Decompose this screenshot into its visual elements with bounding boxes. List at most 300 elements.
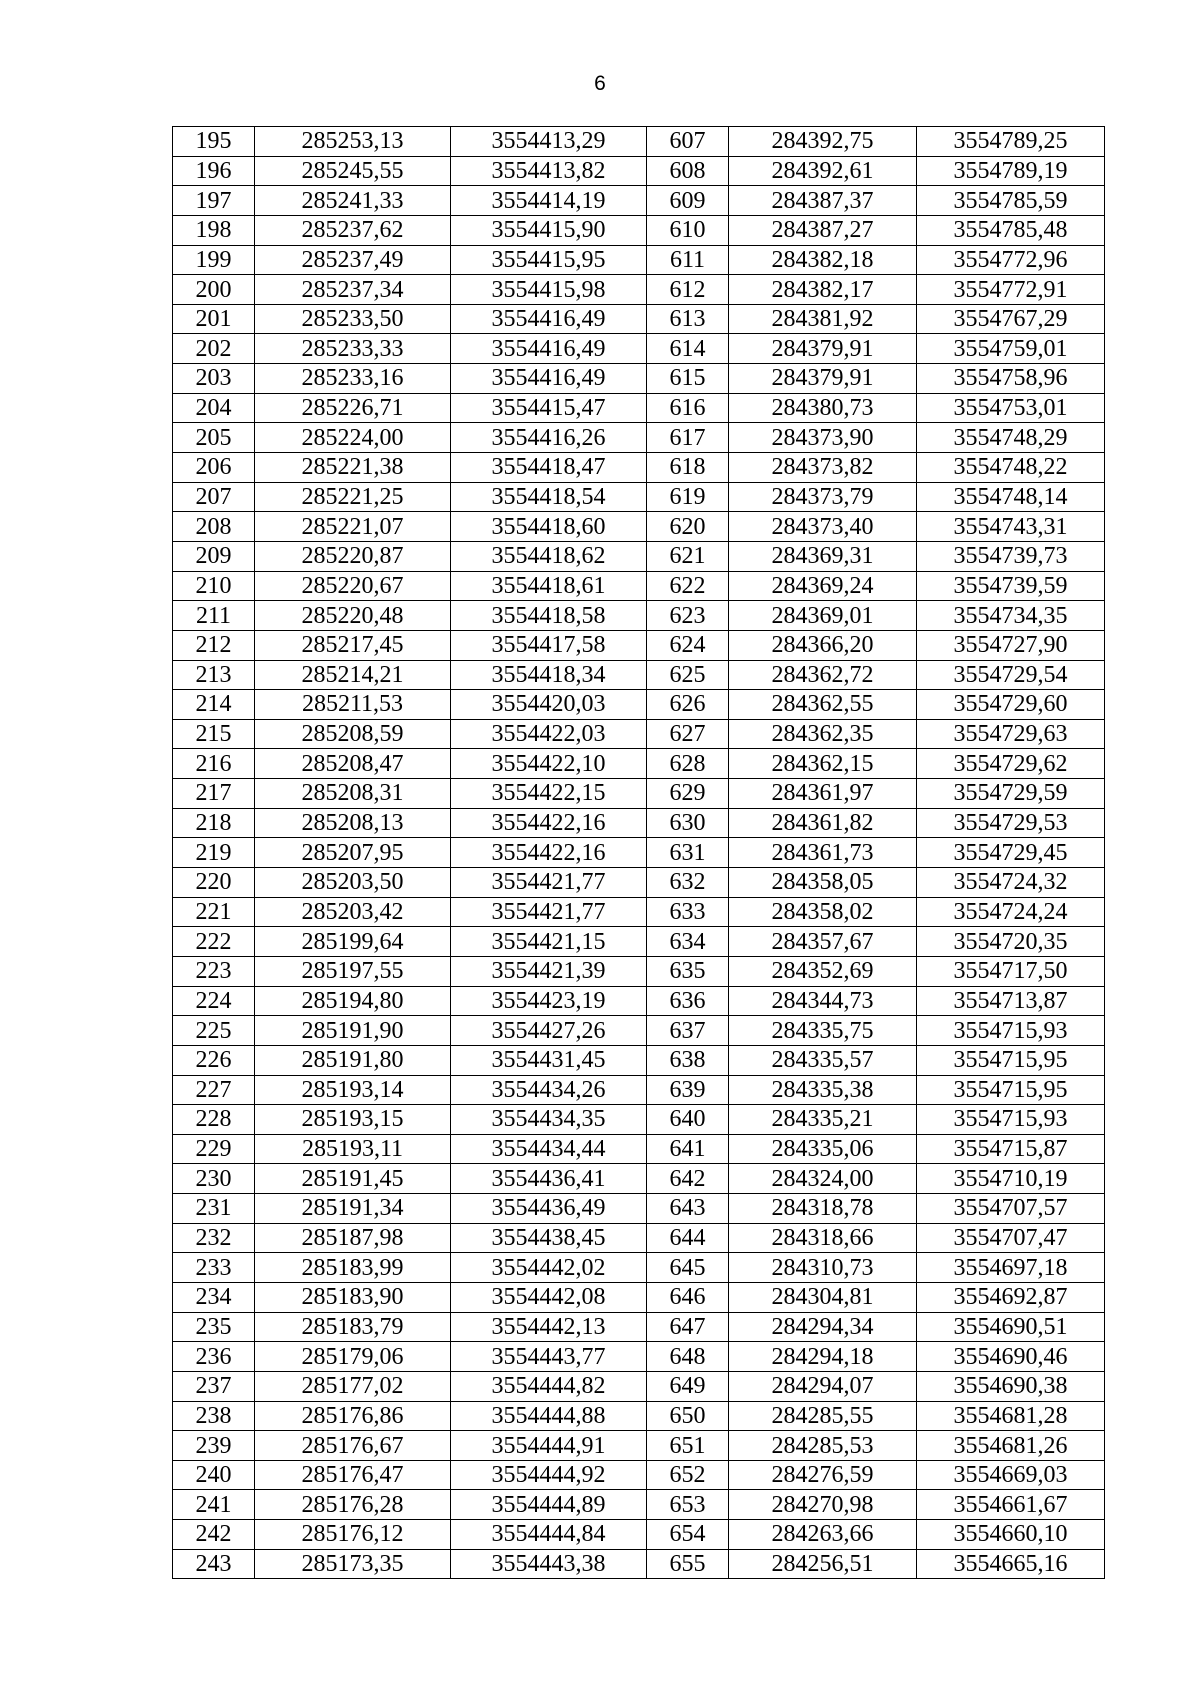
y-coordinate-left-cell: 3554444,92 [451, 1460, 647, 1490]
x-coordinate-left-cell: 285237,49 [255, 245, 451, 275]
y-coordinate-right-cell: 3554660,10 [917, 1520, 1105, 1550]
x-coordinate-left-cell: 285208,47 [255, 749, 451, 779]
point-number-right-cell: 638 [647, 1045, 729, 1075]
point-number-right-cell: 616 [647, 393, 729, 423]
point-number-right-cell: 621 [647, 541, 729, 571]
x-coordinate-left-cell: 285193,15 [255, 1105, 451, 1135]
x-coordinate-left-cell: 285203,42 [255, 897, 451, 927]
x-coordinate-left-cell: 285176,28 [255, 1490, 451, 1520]
y-coordinate-left-cell: 3554421,39 [451, 956, 647, 986]
y-coordinate-right-cell: 3554753,01 [917, 393, 1105, 423]
table-row [173, 868, 1105, 898]
point-number-right-cell: 654 [647, 1520, 729, 1550]
y-coordinate-left-cell: 3554418,54 [451, 482, 647, 512]
x-coordinate-left-cell: 285237,34 [255, 275, 451, 305]
x-coordinate-left-cell: 285220,48 [255, 601, 451, 631]
point-number-left-cell: 214 [173, 690, 255, 720]
y-coordinate-left-cell: 3554417,58 [451, 630, 647, 660]
point-number-left-cell: 218 [173, 808, 255, 838]
y-coordinate-left-cell: 3554422,16 [451, 838, 647, 868]
y-coordinate-right-cell: 3554690,38 [917, 1371, 1105, 1401]
y-coordinate-left-cell: 3554415,90 [451, 215, 647, 245]
x-coordinate-left-cell: 285208,59 [255, 719, 451, 749]
y-coordinate-left-cell: 3554416,49 [451, 334, 647, 364]
point-number-right-cell: 607 [647, 127, 729, 157]
y-coordinate-left-cell: 3554418,58 [451, 601, 647, 631]
y-coordinate-right-cell: 3554785,59 [917, 186, 1105, 216]
x-coordinate-left-cell: 285211,53 [255, 690, 451, 720]
point-number-left-cell: 227 [173, 1075, 255, 1105]
point-number-left-cell: 233 [173, 1253, 255, 1283]
point-number-left-cell: 202 [173, 334, 255, 364]
x-coordinate-left-cell: 285191,80 [255, 1045, 451, 1075]
x-coordinate-left-cell: 285176,12 [255, 1520, 451, 1550]
y-coordinate-right-cell: 3554710,19 [917, 1164, 1105, 1194]
y-coordinate-left-cell: 3554444,82 [451, 1371, 647, 1401]
table-row [173, 423, 1105, 453]
x-coordinate-right-cell: 284358,05 [729, 868, 917, 898]
y-coordinate-left-cell: 3554442,02 [451, 1253, 647, 1283]
x-coordinate-left-cell: 285183,79 [255, 1312, 451, 1342]
y-coordinate-right-cell: 3554772,96 [917, 245, 1105, 275]
x-coordinate-left-cell: 285221,25 [255, 482, 451, 512]
x-coordinate-right-cell: 284382,18 [729, 245, 917, 275]
y-coordinate-right-cell: 3554697,18 [917, 1253, 1105, 1283]
y-coordinate-right-cell: 3554661,67 [917, 1490, 1105, 1520]
y-coordinate-right-cell: 3554707,47 [917, 1223, 1105, 1253]
y-coordinate-right-cell: 3554715,93 [917, 1016, 1105, 1046]
x-coordinate-left-cell: 285176,67 [255, 1431, 451, 1461]
y-coordinate-left-cell: 3554431,45 [451, 1045, 647, 1075]
table-row [173, 808, 1105, 838]
y-coordinate-left-cell: 3554434,35 [451, 1105, 647, 1135]
table-row [173, 1401, 1105, 1431]
point-number-right-cell: 630 [647, 808, 729, 838]
x-coordinate-left-cell: 285183,99 [255, 1253, 451, 1283]
x-coordinate-right-cell: 284366,20 [729, 630, 917, 660]
x-coordinate-right-cell: 284263,66 [729, 1520, 917, 1550]
x-coordinate-right-cell: 284294,34 [729, 1312, 917, 1342]
x-coordinate-left-cell: 285193,14 [255, 1075, 451, 1105]
x-coordinate-right-cell: 284304,81 [729, 1282, 917, 1312]
point-number-right-cell: 648 [647, 1342, 729, 1372]
x-coordinate-left-cell: 285233,50 [255, 304, 451, 334]
point-number-left-cell: 195 [173, 127, 255, 157]
y-coordinate-left-cell: 3554416,49 [451, 364, 647, 394]
y-coordinate-left-cell: 3554422,16 [451, 808, 647, 838]
point-number-right-cell: 651 [647, 1431, 729, 1461]
x-coordinate-right-cell: 284362,55 [729, 690, 917, 720]
point-number-right-cell: 635 [647, 956, 729, 986]
y-coordinate-right-cell: 3554729,63 [917, 719, 1105, 749]
point-number-right-cell: 613 [647, 304, 729, 334]
y-coordinate-right-cell: 3554729,62 [917, 749, 1105, 779]
point-number-right-cell: 634 [647, 927, 729, 957]
point-number-right-cell: 636 [647, 986, 729, 1016]
y-coordinate-right-cell: 3554759,01 [917, 334, 1105, 364]
y-coordinate-left-cell: 3554436,49 [451, 1194, 647, 1224]
point-number-left-cell: 242 [173, 1520, 255, 1550]
point-number-left-cell: 226 [173, 1045, 255, 1075]
y-coordinate-left-cell: 3554444,89 [451, 1490, 647, 1520]
x-coordinate-right-cell: 284379,91 [729, 364, 917, 394]
table-row [173, 512, 1105, 542]
point-number-left-cell: 217 [173, 779, 255, 809]
x-coordinate-left-cell: 285176,47 [255, 1460, 451, 1490]
table-row [173, 1164, 1105, 1194]
x-coordinate-right-cell: 284387,27 [729, 215, 917, 245]
point-number-right-cell: 632 [647, 868, 729, 898]
x-coordinate-right-cell: 284285,53 [729, 1431, 917, 1461]
table-row [173, 1549, 1105, 1579]
x-coordinate-right-cell: 284276,59 [729, 1460, 917, 1490]
y-coordinate-right-cell: 3554681,28 [917, 1401, 1105, 1431]
point-number-left-cell: 210 [173, 571, 255, 601]
x-coordinate-left-cell: 285177,02 [255, 1371, 451, 1401]
y-coordinate-right-cell: 3554715,95 [917, 1045, 1105, 1075]
x-coordinate-right-cell: 284361,82 [729, 808, 917, 838]
table-row [173, 156, 1105, 186]
x-coordinate-left-cell: 285203,50 [255, 868, 451, 898]
point-number-left-cell: 222 [173, 927, 255, 957]
y-coordinate-right-cell: 3554681,26 [917, 1431, 1105, 1461]
table-row [173, 127, 1105, 157]
y-coordinate-left-cell: 3554427,26 [451, 1016, 647, 1046]
point-number-left-cell: 230 [173, 1164, 255, 1194]
table-row [173, 364, 1105, 394]
y-coordinate-right-cell: 3554739,59 [917, 571, 1105, 601]
point-number-left-cell: 234 [173, 1282, 255, 1312]
y-coordinate-right-cell: 3554729,59 [917, 779, 1105, 809]
table-row [173, 275, 1105, 305]
y-coordinate-left-cell: 3554414,19 [451, 186, 647, 216]
y-coordinate-left-cell: 3554423,19 [451, 986, 647, 1016]
point-number-right-cell: 647 [647, 1312, 729, 1342]
y-coordinate-right-cell: 3554729,53 [917, 808, 1105, 838]
x-coordinate-right-cell: 284382,17 [729, 275, 917, 305]
point-number-left-cell: 225 [173, 1016, 255, 1046]
point-number-left-cell: 235 [173, 1312, 255, 1342]
x-coordinate-left-cell: 285220,67 [255, 571, 451, 601]
x-coordinate-right-cell: 284361,73 [729, 838, 917, 868]
table-row [173, 1312, 1105, 1342]
x-coordinate-left-cell: 285208,13 [255, 808, 451, 838]
x-coordinate-left-cell: 285191,34 [255, 1194, 451, 1224]
point-number-right-cell: 622 [647, 571, 729, 601]
point-number-right-cell: 637 [647, 1016, 729, 1046]
table-row [173, 186, 1105, 216]
y-coordinate-left-cell: 3554418,34 [451, 660, 647, 690]
y-coordinate-left-cell: 3554422,15 [451, 779, 647, 809]
point-number-right-cell: 610 [647, 215, 729, 245]
x-coordinate-left-cell: 285197,55 [255, 956, 451, 986]
y-coordinate-left-cell: 3554443,38 [451, 1549, 647, 1579]
x-coordinate-left-cell: 285199,64 [255, 927, 451, 957]
x-coordinate-left-cell: 285245,55 [255, 156, 451, 186]
y-coordinate-right-cell: 3554729,45 [917, 838, 1105, 868]
table-row [173, 779, 1105, 809]
point-number-left-cell: 220 [173, 868, 255, 898]
x-coordinate-right-cell: 284318,78 [729, 1194, 917, 1224]
y-coordinate-right-cell: 3554729,54 [917, 660, 1105, 690]
y-coordinate-right-cell: 3554707,57 [917, 1194, 1105, 1224]
x-coordinate-left-cell: 285220,87 [255, 541, 451, 571]
point-number-left-cell: 206 [173, 453, 255, 483]
y-coordinate-right-cell: 3554729,60 [917, 690, 1105, 720]
point-number-right-cell: 633 [647, 897, 729, 927]
y-coordinate-right-cell: 3554789,19 [917, 156, 1105, 186]
point-number-right-cell: 643 [647, 1194, 729, 1224]
y-coordinate-left-cell: 3554413,82 [451, 156, 647, 186]
table-row [173, 986, 1105, 1016]
point-number-left-cell: 243 [173, 1549, 255, 1579]
x-coordinate-right-cell: 284318,66 [729, 1223, 917, 1253]
point-number-right-cell: 627 [647, 719, 729, 749]
x-coordinate-right-cell: 284379,91 [729, 334, 917, 364]
point-number-left-cell: 200 [173, 275, 255, 305]
x-coordinate-right-cell: 284270,98 [729, 1490, 917, 1520]
table-row [173, 1490, 1105, 1520]
table-row [173, 630, 1105, 660]
table-row [173, 897, 1105, 927]
x-coordinate-left-cell: 285233,33 [255, 334, 451, 364]
x-coordinate-right-cell: 284335,57 [729, 1045, 917, 1075]
y-coordinate-right-cell: 3554748,22 [917, 453, 1105, 483]
table-row [173, 393, 1105, 423]
y-coordinate-right-cell: 3554669,03 [917, 1460, 1105, 1490]
point-number-right-cell: 639 [647, 1075, 729, 1105]
point-number-left-cell: 199 [173, 245, 255, 275]
x-coordinate-left-cell: 285183,90 [255, 1282, 451, 1312]
x-coordinate-right-cell: 284335,21 [729, 1105, 917, 1135]
point-number-right-cell: 640 [647, 1105, 729, 1135]
x-coordinate-left-cell: 285214,21 [255, 660, 451, 690]
point-number-right-cell: 642 [647, 1164, 729, 1194]
point-number-right-cell: 623 [647, 601, 729, 631]
point-number-left-cell: 231 [173, 1194, 255, 1224]
x-coordinate-left-cell: 285221,38 [255, 453, 451, 483]
y-coordinate-left-cell: 3554416,26 [451, 423, 647, 453]
point-number-left-cell: 219 [173, 838, 255, 868]
point-number-right-cell: 652 [647, 1460, 729, 1490]
y-coordinate-right-cell: 3554715,87 [917, 1134, 1105, 1164]
table-row [173, 1223, 1105, 1253]
point-number-right-cell: 626 [647, 690, 729, 720]
table-row [173, 1282, 1105, 1312]
y-coordinate-right-cell: 3554748,14 [917, 482, 1105, 512]
x-coordinate-right-cell: 284392,75 [729, 127, 917, 157]
table-row [173, 541, 1105, 571]
x-coordinate-right-cell: 284335,75 [729, 1016, 917, 1046]
page-number: 6 [594, 72, 606, 95]
y-coordinate-left-cell: 3554434,44 [451, 1134, 647, 1164]
table-row [173, 334, 1105, 364]
point-number-left-cell: 208 [173, 512, 255, 542]
y-coordinate-left-cell: 3554418,47 [451, 453, 647, 483]
x-coordinate-right-cell: 284256,51 [729, 1549, 917, 1579]
point-number-left-cell: 196 [173, 156, 255, 186]
x-coordinate-right-cell: 284310,73 [729, 1253, 917, 1283]
table-row [173, 453, 1105, 483]
y-coordinate-left-cell: 3554421,15 [451, 927, 647, 957]
x-coordinate-right-cell: 284357,67 [729, 927, 917, 957]
point-number-left-cell: 229 [173, 1134, 255, 1164]
y-coordinate-left-cell: 3554421,77 [451, 897, 647, 927]
y-coordinate-left-cell: 3554434,26 [451, 1075, 647, 1105]
y-coordinate-right-cell: 3554690,46 [917, 1342, 1105, 1372]
table-row [173, 1253, 1105, 1283]
point-number-right-cell: 645 [647, 1253, 729, 1283]
y-coordinate-left-cell: 3554418,61 [451, 571, 647, 601]
point-number-right-cell: 631 [647, 838, 729, 868]
y-coordinate-right-cell: 3554717,50 [917, 956, 1105, 986]
y-coordinate-right-cell: 3554692,87 [917, 1282, 1105, 1312]
y-coordinate-right-cell: 3554789,25 [917, 127, 1105, 157]
x-coordinate-right-cell: 284362,15 [729, 749, 917, 779]
y-coordinate-left-cell: 3554444,88 [451, 1401, 647, 1431]
y-coordinate-right-cell: 3554715,95 [917, 1075, 1105, 1105]
x-coordinate-right-cell: 284373,90 [729, 423, 917, 453]
table-row [173, 1045, 1105, 1075]
table-row [173, 1371, 1105, 1401]
x-coordinate-left-cell: 285237,62 [255, 215, 451, 245]
table-row [173, 1194, 1105, 1224]
x-coordinate-left-cell: 285253,13 [255, 127, 451, 157]
point-number-left-cell: 209 [173, 541, 255, 571]
point-number-right-cell: 625 [647, 660, 729, 690]
x-coordinate-right-cell: 284392,61 [729, 156, 917, 186]
y-coordinate-left-cell: 3554442,08 [451, 1282, 647, 1312]
y-coordinate-left-cell: 3554415,47 [451, 393, 647, 423]
x-coordinate-right-cell: 284335,06 [729, 1134, 917, 1164]
y-coordinate-right-cell: 3554739,73 [917, 541, 1105, 571]
x-coordinate-left-cell: 285207,95 [255, 838, 451, 868]
table-row [173, 1016, 1105, 1046]
point-number-left-cell: 237 [173, 1371, 255, 1401]
point-number-right-cell: 614 [647, 334, 729, 364]
x-coordinate-left-cell: 285226,71 [255, 393, 451, 423]
x-coordinate-left-cell: 285194,80 [255, 986, 451, 1016]
table-row [173, 482, 1105, 512]
y-coordinate-left-cell: 3554418,62 [451, 541, 647, 571]
table-row [173, 1520, 1105, 1550]
point-number-left-cell: 205 [173, 423, 255, 453]
x-coordinate-right-cell: 284344,73 [729, 986, 917, 1016]
y-coordinate-left-cell: 3554422,03 [451, 719, 647, 749]
point-number-left-cell: 239 [173, 1431, 255, 1461]
point-number-left-cell: 223 [173, 956, 255, 986]
point-number-left-cell: 198 [173, 215, 255, 245]
x-coordinate-left-cell: 285241,33 [255, 186, 451, 216]
x-coordinate-left-cell: 285233,16 [255, 364, 451, 394]
table-row [173, 1134, 1105, 1164]
x-coordinate-right-cell: 284285,55 [729, 1401, 917, 1431]
y-coordinate-left-cell: 3554415,95 [451, 245, 647, 275]
point-number-right-cell: 650 [647, 1401, 729, 1431]
x-coordinate-right-cell: 284373,82 [729, 453, 917, 483]
x-coordinate-right-cell: 284361,97 [729, 779, 917, 809]
x-coordinate-right-cell: 284358,02 [729, 897, 917, 927]
x-coordinate-right-cell: 284362,72 [729, 660, 917, 690]
y-coordinate-left-cell: 3554444,84 [451, 1520, 647, 1550]
y-coordinate-left-cell: 3554415,98 [451, 275, 647, 305]
x-coordinate-left-cell: 285217,45 [255, 630, 451, 660]
x-coordinate-right-cell: 284381,92 [729, 304, 917, 334]
y-coordinate-left-cell: 3554422,10 [451, 749, 647, 779]
point-number-left-cell: 240 [173, 1460, 255, 1490]
y-coordinate-left-cell: 3554413,29 [451, 127, 647, 157]
table-row [173, 1105, 1105, 1135]
point-number-right-cell: 646 [647, 1282, 729, 1312]
point-number-left-cell: 213 [173, 660, 255, 690]
point-number-right-cell: 615 [647, 364, 729, 394]
table-row [173, 927, 1105, 957]
point-number-right-cell: 624 [647, 630, 729, 660]
x-coordinate-left-cell: 285191,90 [255, 1016, 451, 1046]
y-coordinate-left-cell: 3554421,77 [451, 868, 647, 898]
table-row [173, 571, 1105, 601]
table-row [173, 1342, 1105, 1372]
x-coordinate-right-cell: 284373,79 [729, 482, 917, 512]
point-number-right-cell: 618 [647, 453, 729, 483]
point-number-left-cell: 232 [173, 1223, 255, 1253]
point-number-right-cell: 612 [647, 275, 729, 305]
x-coordinate-left-cell: 285208,31 [255, 779, 451, 809]
table-row [173, 719, 1105, 749]
x-coordinate-left-cell: 285193,11 [255, 1134, 451, 1164]
y-coordinate-right-cell: 3554772,91 [917, 275, 1105, 305]
table-row [173, 1431, 1105, 1461]
x-coordinate-left-cell: 285191,45 [255, 1164, 451, 1194]
y-coordinate-right-cell: 3554734,35 [917, 601, 1105, 631]
point-number-right-cell: 641 [647, 1134, 729, 1164]
y-coordinate-right-cell: 3554690,51 [917, 1312, 1105, 1342]
point-number-left-cell: 203 [173, 364, 255, 394]
table-row [173, 690, 1105, 720]
x-coordinate-left-cell: 285179,06 [255, 1342, 451, 1372]
point-number-right-cell: 655 [647, 1549, 729, 1579]
point-number-left-cell: 201 [173, 304, 255, 334]
table-row [173, 1460, 1105, 1490]
y-coordinate-left-cell: 3554443,77 [451, 1342, 647, 1372]
point-number-left-cell: 212 [173, 630, 255, 660]
table-row [173, 660, 1105, 690]
y-coordinate-left-cell: 3554418,60 [451, 512, 647, 542]
table-row [173, 245, 1105, 275]
table-row [173, 749, 1105, 779]
y-coordinate-left-cell: 3554438,45 [451, 1223, 647, 1253]
x-coordinate-right-cell: 284335,38 [729, 1075, 917, 1105]
y-coordinate-right-cell: 3554758,96 [917, 364, 1105, 394]
x-coordinate-right-cell: 284324,00 [729, 1164, 917, 1194]
y-coordinate-right-cell: 3554713,87 [917, 986, 1105, 1016]
y-coordinate-right-cell: 3554727,90 [917, 630, 1105, 660]
point-number-left-cell: 204 [173, 393, 255, 423]
table-row [173, 215, 1105, 245]
y-coordinate-right-cell: 3554748,29 [917, 423, 1105, 453]
x-coordinate-right-cell: 284294,07 [729, 1371, 917, 1401]
x-coordinate-left-cell: 285176,86 [255, 1401, 451, 1431]
point-number-left-cell: 215 [173, 719, 255, 749]
point-number-right-cell: 628 [647, 749, 729, 779]
point-number-left-cell: 216 [173, 749, 255, 779]
x-coordinate-left-cell: 285187,98 [255, 1223, 451, 1253]
point-number-right-cell: 644 [647, 1223, 729, 1253]
coordinates-table-body [173, 127, 1105, 1579]
x-coordinate-right-cell: 284373,40 [729, 512, 917, 542]
point-number-right-cell: 608 [647, 156, 729, 186]
y-coordinate-left-cell: 3554436,41 [451, 1164, 647, 1194]
